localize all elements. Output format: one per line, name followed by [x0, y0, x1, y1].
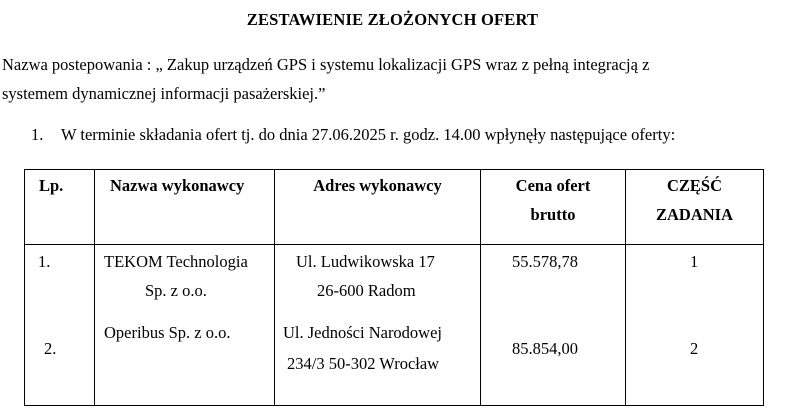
header-price-line-1: Cena ofert [515, 176, 591, 195]
header-part [626, 170, 764, 245]
lp-cell [25, 245, 95, 406]
document-title: ZESTAWIENIE ZŁOŻONYCH OFERT [246, 10, 539, 29]
header-price [481, 170, 626, 245]
list-item-number: 1. [31, 125, 44, 144]
procedure-line-2: systemem dynamicznej informacji pasażerskiej.” [2, 84, 326, 103]
row-1-part: 1 [690, 252, 699, 271]
row-2-part: 2 [690, 339, 699, 358]
row-1-address-line-2: 26-600 Radom [317, 281, 416, 300]
row-2-name-line-1: Operibus Sp. z o.o. [104, 323, 231, 342]
part-cell [626, 245, 764, 406]
row-1-name-line-2: Sp. z o.o. [145, 281, 207, 300]
header-part-line-2: ZADANIA [655, 205, 733, 224]
row-1-address-line-1: Ul. Ludwikowska 17 [296, 252, 435, 271]
list-item-text: W terminie składania ofert tj. do dnia 27.06.2025 r. godz. 14.00 wpłynęły następujące oferty: [61, 125, 676, 144]
header-price-line-2: brutto [530, 205, 576, 224]
row-1-lp: 1. [38, 252, 51, 271]
procedure-name [2, 50, 772, 108]
header-lp: Lp. [25, 170, 95, 245]
header-part-line-1: CZĘŚĆ [666, 176, 723, 195]
row-2-lp: 2. [44, 339, 57, 358]
procedure-line-1: Nazwa postepowania : „ Zakup urządzeń GPS i systemu lokalizacji GPS wraz z pełną integracją z [2, 55, 650, 74]
price-cell [481, 245, 626, 406]
table-row [25, 245, 764, 406]
header-name: Nazwa wykonawcy [95, 170, 275, 245]
address-cell [275, 245, 481, 406]
name-cell [95, 245, 275, 406]
row-1-price: 55.578,78 [512, 252, 578, 271]
list-item-1 [31, 125, 675, 145]
row-2-address-line-1: Ul. Jedności Narodowej [283, 323, 443, 342]
table-header-row [25, 170, 764, 245]
offers-table [24, 169, 764, 406]
header-address: Adres wykonawcy [275, 170, 481, 245]
row-2-address-line-2: 234/3 50-302 Wrocław [287, 354, 440, 373]
row-1-name-line-1: TEKOM Technologia [104, 252, 248, 271]
row-2-price: 85.854,00 [512, 339, 578, 358]
